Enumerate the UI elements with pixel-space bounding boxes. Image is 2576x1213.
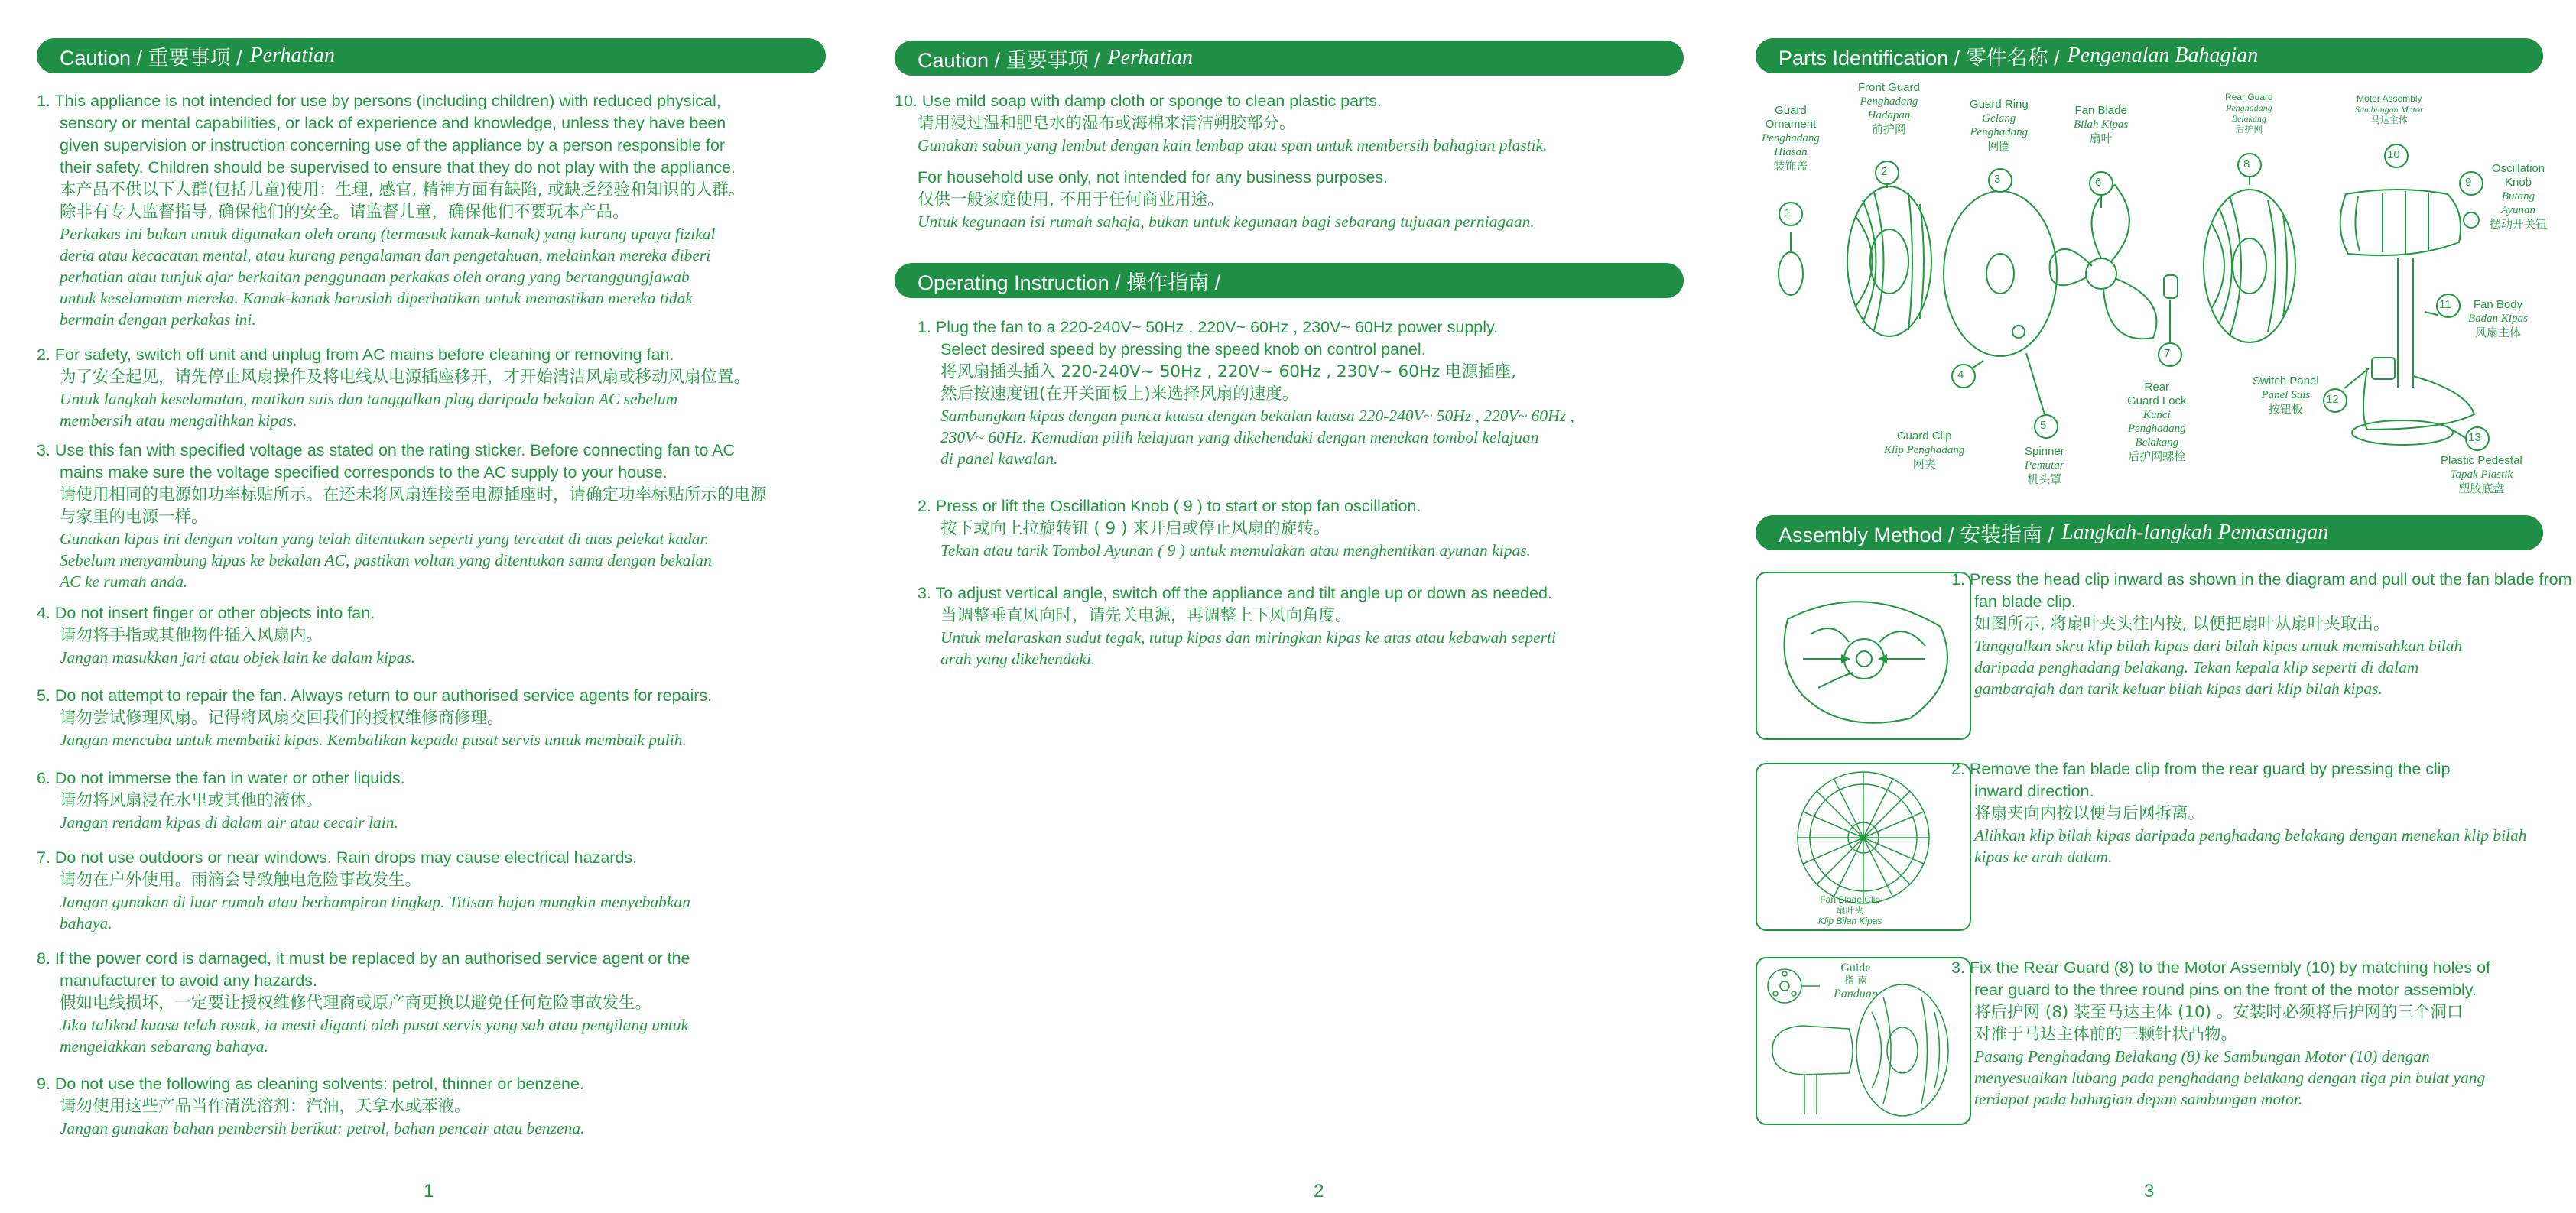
malay-text: perhatian atau tunjuk ajar berkaitan penggunaan perkakas oleh orang yang bertanggungjawab — [60, 268, 690, 286]
malay-text: kipas ke arah dalam. — [1974, 848, 2113, 866]
english-text: 2. For safety, switch off unit and unplug from AC mains before cleaning or removing fan. — [37, 345, 674, 364]
operating-step — [918, 495, 1682, 561]
english-text: their safety. Children should be supervised to ensure that they do not play with the appliance. — [60, 158, 736, 177]
english-text: 3. Fix the Rear Guard (8) to the Motor Assembly (10) by matching holes of — [1951, 958, 2491, 977]
chinese-text: 请使用相同的电源如功率标贴所示。在还未将风扇连接至电源插座时，请确定功率标贴所示的电源 — [60, 485, 767, 504]
english-text: 1. This appliance is not intended for use by persons (including children) with reduced physical, — [37, 92, 721, 110]
malay-text: bahaya. — [60, 914, 112, 932]
page-2 — [895, 0, 1684, 1213]
malay-text: Jangan masukkan jari atau objek lain ke dalam kipas. — [60, 648, 416, 667]
malay-text: Perkakas ini bukan untuk digunakan oleh orang (termasuk kanak-kanak) yang kurang upaya fizikal — [60, 225, 716, 243]
assembly-step — [1951, 957, 2543, 1110]
malay-text: Untuk kegunaan isi rumah sahaja, bukan untuk kegunaan bagi sebarang tujuaan perniagaan. — [918, 212, 1535, 231]
label-guard-ring: Guard Ring Gelang Penghadang 网圈 — [1970, 98, 2029, 153]
chinese-text: 将后护网 (8) 装至马达主体 (10) 。安装时必须将后护网的三个洞口 — [1974, 1003, 2464, 1022]
caution-item — [895, 90, 1682, 156]
caution-item — [37, 344, 824, 431]
english-text: 2. Press or lift the Oscillation Knob ( 9 ) to start or stop fan oscillation. — [918, 497, 1421, 515]
page-number: 2 — [1314, 1181, 1324, 1202]
chinese-text: 按下或向上拉旋转钮 ( 9 ) 来开启或停止风扇的旋转。 — [940, 519, 1330, 538]
assembly-figure-2 — [1756, 763, 1971, 931]
caution-item — [37, 90, 824, 330]
part-number-3: 3 — [1994, 173, 2001, 186]
caution-item — [895, 167, 1682, 232]
blade-clip-illustration — [1757, 573, 1970, 738]
caution-item — [37, 439, 824, 592]
english-text: Select desired speed by pressing the speed knob on control panel. — [940, 340, 1426, 358]
caution-header-title: Caution / 重要事项 / — [918, 48, 1100, 72]
malay-text: Gunakan kipas ini dengan voltan yang telah ditentukan seperti yang tercatat di atas pelekat kadar. — [60, 530, 709, 548]
part-number-11: 11 — [2439, 298, 2451, 311]
caution-header — [37, 38, 826, 73]
assembly-step — [1951, 758, 2543, 868]
malay-text: Jangan mencuba untuk membaiki kipas. Kembalikan kepada pusat servis untuk membaik pulih. — [60, 731, 687, 749]
assembly-figure-3 — [1756, 957, 1971, 1125]
parts-header-italic: Pengenalan Bahagian — [2067, 44, 2259, 67]
page-number: 1 — [424, 1181, 434, 1202]
page-3 — [1756, 0, 2572, 1213]
malay-text: Alihkan klip bilah kipas daripada penghadang belakang dengan menekan klip bilah — [1974, 826, 2527, 845]
malay-text: Untuk langkah keselamatan, matikan suis dan tanggalkan plag daripada bekalan AC sebelum — [60, 390, 678, 408]
label-spinner: Spinner Pemutar 机头罩 — [2025, 445, 2064, 486]
caution-item — [37, 602, 824, 668]
plastic-pedestal-shape — [2352, 420, 2453, 445]
malay-text: untuk keselamatan mereka. Kanak-kanak haruslah diperhatikan untuk memastikan mereka tidak — [60, 289, 693, 307]
english-text: For household use only, not intended for any business purposes. — [918, 168, 1389, 186]
caution-header-title: Caution / 重要事项 / — [60, 46, 242, 70]
english-text: 10. Use mild soap with damp cloth or sponge to clean plastic parts. — [895, 92, 1382, 110]
operating-step — [918, 582, 1682, 670]
chinese-text: 将风扇插头插入 220-240V~ 50Hz , 220V~ 60Hz , 230V~ 60Hz 电源插座, — [940, 362, 1517, 381]
assembly-header-italic: Langkah-langkah Pemasangan — [2061, 521, 2329, 544]
chinese-text: 请勿尝试修理风扇。记得将风扇交回我们的授权维修商修理。 — [60, 709, 504, 728]
malay-text: terdapat pada bahagian depan sambungan motor. — [1974, 1090, 2303, 1108]
page-1 — [37, 0, 826, 1213]
guard-ring-shape — [1944, 191, 2057, 356]
english-text: 3. To adjust vertical angle, switch off the appliance and tilt angle up or down as needed. — [918, 584, 1552, 602]
caution-item — [37, 685, 824, 751]
chinese-text: 为了安全起见，请先停止风扇操作及将电线从电源插座移开，才开始清洁风扇或移动风扇位置。 — [60, 368, 751, 387]
assembly-figure-1 — [1756, 572, 1971, 740]
guard-ornament-shape — [1779, 252, 1803, 295]
chinese-text: 当调整垂直风向时，请先关电源，再调整上下风向角度。 — [940, 606, 1352, 625]
malay-text: deria atau kecacatan mental, atau kurang pengalaman dan pengetahuan, melainkan mereka diberi — [60, 246, 711, 264]
label-oscillation-knob: Oscillation Knob Butang Ayunan 摆动开关钮 — [2490, 162, 2548, 231]
chinese-text: 然后按速度钮(在开关面板上)来选择风扇的速度。 — [940, 384, 1299, 404]
chinese-text: 除非有专人监督指导, 确保他们的安全。请监督儿童，确保他们不要玩本产品。 — [60, 203, 629, 222]
english-text: 4. Do not insert finger or other objects into fan. — [37, 604, 375, 622]
chinese-text: 仅供一般家庭使用, 不用于任何商业用途。 — [918, 190, 1224, 209]
english-text: inward direction. — [1974, 782, 2094, 800]
label-rear-guard: Rear Guard Penghadang Belakang 后护网 — [2225, 92, 2273, 135]
part-number-2: 2 — [1881, 165, 1888, 178]
part-number-8: 8 — [2243, 157, 2250, 170]
fan-blade-clip-caption: Fan Blade Clip 扇叶夹 Klip Bilah Kipas — [1818, 894, 1882, 926]
rear-guard-lock-shape — [2164, 275, 2178, 298]
malay-text: AC ke rumah anda. — [60, 572, 188, 591]
operating-header-title: Operating Instruction / 操作指南 / — [918, 271, 1221, 294]
label-guard-ornament: Guard Ornament Penghadang Hiasan 装饰盖 — [1762, 104, 1820, 173]
part-number-9: 9 — [2465, 176, 2472, 189]
chinese-text: 将扇夹向内按以便与后网拆离。 — [1974, 804, 2205, 823]
caution-item — [37, 1073, 824, 1139]
english-text: sensory or mental capabilities, or lack of experience and knowledge, unless they have been — [60, 114, 726, 132]
english-text: 7. Do not use outdoors or near windows. Rain drops may cause electrical hazards. — [37, 848, 638, 867]
part-number-7: 7 — [2164, 347, 2171, 360]
label-switch-panel: Switch Panel Panel Suis 按钮板 — [2253, 375, 2319, 416]
english-text: rear guard to the three round pins on the front of the motor assembly. — [1974, 981, 2477, 999]
chinese-text: 请勿在户外使用。雨滴会导致触电危险事故发生。 — [60, 871, 422, 890]
english-text: 9. Do not use the following as cleaning solvents: petrol, thinner or benzene. — [37, 1075, 584, 1093]
label-motor-assembly: Motor Assembly Sambungan Motor 马达主体 — [2355, 93, 2424, 125]
chinese-text: 假如电线损坏，一定要让授权维修代理商或原产商更换以避免任何危险事故发生。 — [60, 994, 652, 1013]
english-text: given supervision or instruction concerning use of the appliance by a person responsible for — [60, 136, 726, 154]
malay-text: di panel kawalan. — [940, 449, 1058, 468]
parts-header-title: Parts Identification / 零件名称 / — [1779, 46, 2060, 70]
chinese-text: 请勿将风扇浸在水里或其他的液体。 — [60, 791, 323, 810]
assembly-header — [1756, 515, 2543, 550]
malay-text: Tekan atau tarik Tombol Ayunan ( 9 ) untuk memulakan atau menghentikan ayunan kipas. — [940, 541, 1531, 559]
malay-text: Pasang Penghadang Belakang (8) ke Sambungan Motor (10) dengan — [1974, 1047, 2430, 1065]
malay-text: Tanggalkan skru klip bilah kipas dari bilah kipas untuk memisahkan bilah — [1974, 637, 2463, 655]
page-number: 3 — [2144, 1181, 2155, 1202]
malay-text: arah yang dikehendaki. — [940, 650, 1096, 668]
caution-item — [37, 847, 824, 934]
chinese-text: 与家里的电源一样。 — [60, 508, 208, 527]
english-text: 1. Plug the fan to a 220-240V~ 50Hz , 220V~ 60Hz , 230V~ 60Hz power supply. — [918, 318, 1499, 336]
chinese-text: 请用浸过温和肥皂水的湿布或海棉来清洁朔胶部分。 — [918, 114, 1296, 133]
malay-text: membersih atau mengalihkan kipas. — [60, 411, 297, 430]
caution-header-italic: Perhatian — [1107, 46, 1194, 70]
english-text: mains make sure the voltage specified corresponds to the AC supply to your house. — [60, 463, 668, 482]
label-plastic-pedestal: Plastic Pedestal Tapak Plastik 塑胶底盘 — [2441, 454, 2522, 495]
assembly-step — [1951, 569, 2572, 699]
label-fan-blade: Fan Blade Bilah Kipas 扇叶 — [2074, 104, 2129, 145]
rear-guard-shape — [2204, 170, 2295, 342]
part-number-6: 6 — [2095, 176, 2102, 189]
spinner-shape — [2012, 326, 2025, 338]
operating-step — [918, 316, 1682, 469]
fan-blade-shape — [2050, 185, 2157, 339]
label-rear-guard-lock: Rear Guard Lock Kunci Penghadang Belakang 后护网螺栓 — [2127, 381, 2187, 463]
part-number-13: 13 — [2468, 431, 2481, 444]
english-text: 5. Do not attempt to repair the fan. Always return to our authorised service agents for repairs. — [37, 686, 713, 705]
guide-caption: Guide 指 南 Panduan — [1834, 962, 1878, 1001]
malay-text: Jika talikod kuasa telah rosak, ia mesti diganti oleh pusat servis yang sah atau pengilang untuk — [60, 1016, 689, 1034]
caution-item — [37, 948, 824, 1057]
chinese-text: 如图所示, 将扇叶夹头往内按, 以便把扇叶从扇叶夹取出。 — [1974, 615, 2390, 634]
malay-text: Jangan rendam kipas di dalam air atau cecair lain. — [60, 813, 398, 832]
english-text: fan blade clip. — [1974, 592, 2076, 611]
part-number-10: 10 — [2387, 148, 2400, 161]
english-text: 3. Use this fan with specified voltage as stated on the rating sticker. Before connecting fan to AC — [37, 441, 736, 459]
part-number-4: 4 — [1957, 368, 1964, 381]
caution-header-italic: Perhatian — [249, 44, 336, 67]
malay-text: daripada penghadang belakang. Tekan kepala klip seperti di dalam — [1974, 658, 2419, 676]
part-number-5: 5 — [2040, 419, 2047, 432]
chinese-text: 对准于马达主体前的三颗针状凸物。 — [1974, 1025, 2238, 1044]
malay-text: bermain dengan perkakas ini. — [60, 310, 256, 329]
english-text: 6. Do not immerse the fan in water or other liquids. — [37, 769, 405, 787]
label-guard-clip: Guard Clip Klip Penghadang 网夹 — [1884, 430, 1965, 471]
part-number-12: 12 — [2326, 393, 2339, 406]
english-text: manufacturer to avoid any hazards. — [60, 971, 318, 990]
label-front-guard: Front Guard Penghadang Hadapan 前护网 — [1858, 81, 1920, 136]
parts-header — [1756, 38, 2543, 73]
malay-text: Sebelum menyambung kipas ke bekalan AC, pastikan voltan yang ditentukan sama dengan bekalan — [60, 551, 712, 569]
english-text: 8. If the power cord is damaged, it must be replaced by an authorised service agent or the — [37, 949, 690, 968]
chinese-text: 请勿使用这些产品当作清洗溶剂：汽油，天拿水或苯液。 — [60, 1097, 471, 1116]
malay-text: Jangan gunakan bahan pembersih berikut: petrol, bahan pencair atau benzena. — [60, 1119, 585, 1137]
operating-header — [895, 263, 1684, 298]
assembly-header-title: Assembly Method / 安装指南 / — [1779, 523, 2055, 546]
caution-item — [37, 767, 824, 833]
part-number-1: 1 — [1785, 206, 1792, 219]
malay-text: Jangan gunakan di luar rumah atau berhampiran tingkap. Titisan hujan mungkin menyebabkan — [60, 893, 690, 911]
malay-text: 230V~ 60Hz. Kemudian pilih kelajuan yang dikehendaki dengan menekan tombol kelajuan — [940, 428, 1539, 446]
malay-text: Sambungkan kipas dengan punca kuasa dengan bekalan kuasa 220-240V~ 50Hz , 220V~ 60Hz , — [940, 407, 1574, 425]
malay-text: menyesuaikan lubang pada penghadang belakang dengan tiga pin bulat yang — [1974, 1069, 2486, 1087]
chinese-text: 本产品不供以下人群(包括儿童)使用：生理, 感官, 精神方面有缺陷, 或缺乏经验和知识的人群。 — [60, 180, 746, 199]
english-text: 2. Remove the fan blade clip from the rear guard by pressing the clip — [1951, 760, 2451, 778]
parts-diagram — [1756, 70, 2548, 498]
english-text: 1. Press the head clip inward as shown in the diagram and pull out the fan blade from — [1951, 570, 2572, 589]
malay-text: Gunakan sabun yang lembut dengan kain lembap atau span untuk membersih bahagian plastik. — [918, 136, 1548, 154]
malay-text: gambarajah dan tarik keluar bilah kipas dari klip bilah kipas. — [1974, 679, 2383, 698]
chinese-text: 请勿将手指或其他物件插入风扇内。 — [60, 626, 323, 645]
malay-text: mengelakkan sebarang bahaya. — [60, 1037, 268, 1056]
front-guard-shape — [1847, 186, 1931, 336]
caution-header — [895, 41, 1684, 76]
malay-text: Untuk melaraskan sudut tegak, tutup kipas dan miringkan kipas ke atas atau kebawah seperti — [940, 628, 1556, 647]
label-fan-body: Fan Body Badan Kipas 风扇主体 — [2468, 298, 2528, 339]
